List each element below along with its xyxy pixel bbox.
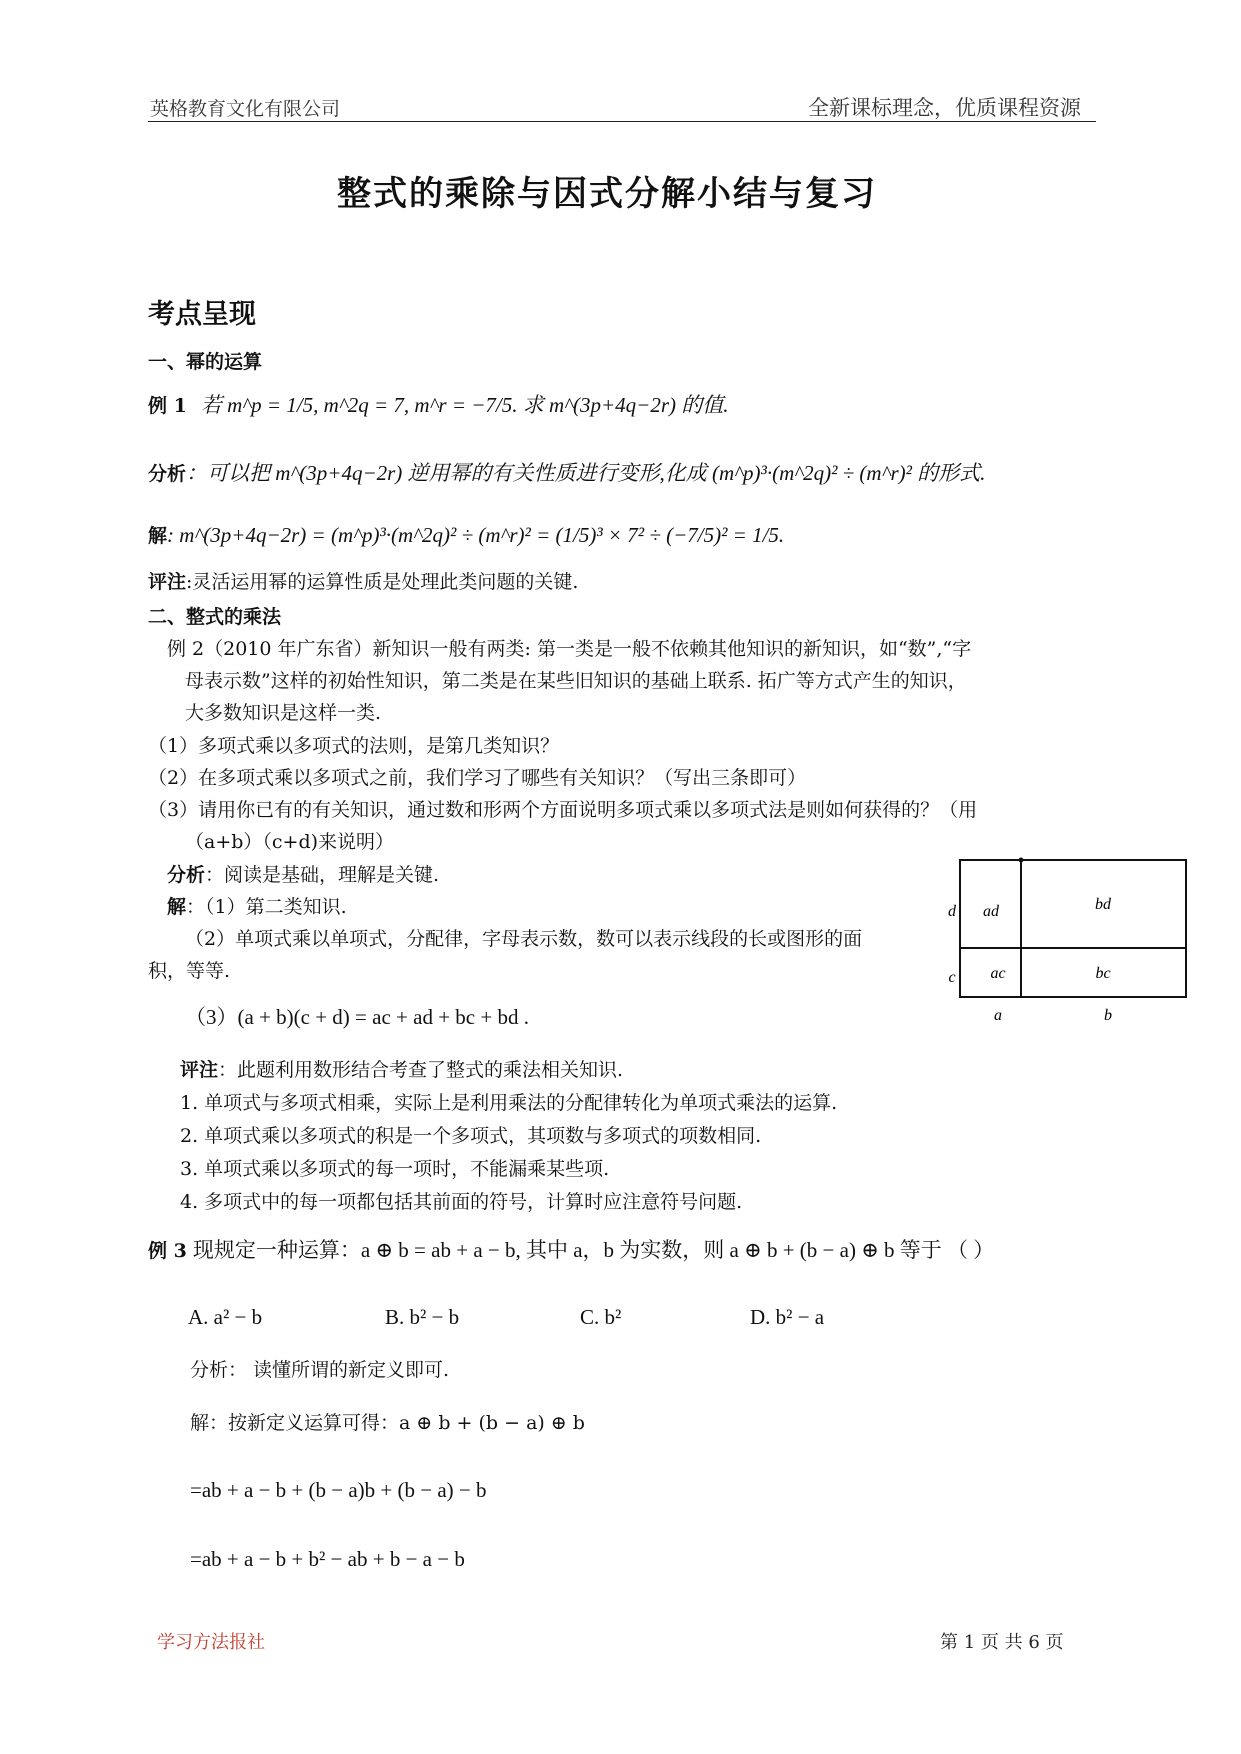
cell-ac: ac (990, 965, 1006, 982)
bottom-label-b: b (1104, 1007, 1112, 1024)
note-4: 4. 多项式中的每一项都包括其前面的符号，计算时应注意符号问题. (180, 1191, 743, 1213)
footer-page-number: 第 1 页 共 6 页 (940, 1632, 1064, 1653)
solution-label: 解 (148, 525, 168, 547)
solution2-label: 解 (167, 896, 187, 918)
comment2-text: ：此题利用数形结合考查了整式的乘法相关知识. (218, 1059, 624, 1081)
example3-step1: =ab + a − b + (b − a)b + (b − a) − b (190, 1478, 487, 1502)
question3-line1: （3）请用你已有的有关知识，通过数和形两个方面说明多项式乘以多项式法是则如何获得的？（用 (148, 799, 978, 821)
analysis-label: 分析 (148, 463, 187, 485)
analysis2-label: 分析 (167, 864, 206, 886)
part1-heading: 一、幂的运算 (148, 351, 263, 373)
note-3: 3. 单项式乘以多项式的每一项时，不能漏乘某些项. (180, 1158, 610, 1180)
example2-comment (180, 1057, 623, 1083)
example3-step2: =ab + a − b + b² − ab + b − a − b (190, 1547, 465, 1571)
note-2: 2. 单项式乘以多项式的积是一个多项式，其项数与多项式的项数相同. (180, 1125, 762, 1147)
cell-bc: bc (1095, 965, 1111, 982)
question3-line2: （a+b）（c+d)来说明） (185, 831, 395, 853)
example2-solution1 (167, 894, 347, 920)
option-a: A. a² − b (188, 1305, 263, 1329)
example2-line2: 母表示数”这样的初始性知识，第二类是在某些旧知识的基础上联系. 拓广等方式产生的知识， (185, 670, 967, 692)
example3-solution: 解：按新定义运算可得：a ⊕ b + (b − a) ⊕ b (190, 1412, 585, 1434)
header-company: 英格教育文化有限公司 (150, 98, 341, 120)
comment2-label: 评注 (180, 1059, 219, 1081)
example3 (148, 1237, 994, 1264)
example2-line3: 大多数知识是这样一类. (185, 702, 382, 724)
example2-analysis (167, 862, 439, 888)
area-diagram-svg (938, 860, 1198, 1030)
footer-publisher: 学习方法报社 (157, 1632, 265, 1653)
header-slogan: 全新课标理念，优质课程资源 (808, 96, 1081, 120)
cell-bd: bd (1095, 896, 1111, 913)
option-d: D. b² − a (750, 1305, 825, 1329)
side-label-c: c (948, 969, 956, 986)
section-heading: 考点呈现 (148, 299, 256, 330)
question1: （1）多项式乘以多项式的法则，是第几类知识？ (148, 735, 560, 757)
example1-label: 例 1 (148, 395, 187, 417)
area-diagram (938, 860, 1198, 1030)
diagram-dot (1019, 858, 1024, 863)
example1-text: 若 m^p = 1/5, m^2q = 7, m^r = −7/5. 求 m^(3p+4q−2r) 的值. (200, 393, 729, 417)
option-b: B. b² − b (385, 1305, 460, 1329)
example2-line1: 例 2（2010 年广东省）新知识一般有两类: 第一类是一般不依赖其他知识的新知识，如“数”,“字 (167, 638, 972, 660)
example3-text: 现规定一种运算：a ⊕ b = ab + a − b, 其中 a，b 为实数，则 a ⊕ b + (b − a) ⊕ b 等于 （ ） (192, 1238, 995, 1262)
page-title: 整式的乘除与因式分解小结与复习 (337, 174, 877, 214)
question2: （2）在多项式乘以多项式之前，我们学习了哪些有关知识？（写出三条即可） (148, 767, 807, 789)
note-1: 1. 单项式与多项式相乘，实际上是利用乘法的分配律转化为单项式乘法的运算. (180, 1092, 838, 1114)
example2-solution2-line1: （2）单项式乘以单项式，分配律，字母表示数，数可以表示线段的长或图形的面 (185, 928, 863, 950)
example3-label: 例 3 (148, 1240, 187, 1262)
side-label-d: d (948, 903, 956, 920)
example2-solution3: （3）(a + b)(c + d) = ac + ad + bc + bd . (185, 1005, 529, 1029)
example1-comment (148, 569, 578, 595)
solution2-part1: ：（1）第二类知识. (186, 896, 347, 918)
cell-ad: ad (983, 903, 999, 920)
analysis-text: ：可以把 m^(3p+4q−2r) 逆用幂的有关性质进行变形,化成 (m^p)³·(m^2q)² ÷ (m^r)² 的形式. (186, 461, 986, 485)
example1-analysis (148, 460, 985, 487)
comment-text: :灵活运用幂的运算性质是处理此类问题的关键. (186, 571, 579, 593)
example3-analysis: 分析： 读懂所谓的新定义即可. (190, 1359, 450, 1381)
example2-solution2-line2: 积，等等. (148, 960, 231, 982)
example1-solution (148, 522, 784, 549)
solution-text: : m^(3p+4q−2r) = (m^p)³·(m^2q)² ÷ (m^r)² = (1/5)³ × 7² ÷ (−7/5)² = 1/5. (167, 523, 785, 547)
option-c: C. b² (580, 1305, 622, 1329)
example1 (148, 392, 729, 419)
header-rule (148, 121, 1096, 122)
analysis2-text: ：阅读是基础，理解是关键. (205, 864, 440, 886)
comment-label: 评注 (148, 571, 187, 593)
part2-heading: 二、整式的乘法 (148, 606, 282, 628)
bottom-label-a: a (994, 1007, 1002, 1024)
